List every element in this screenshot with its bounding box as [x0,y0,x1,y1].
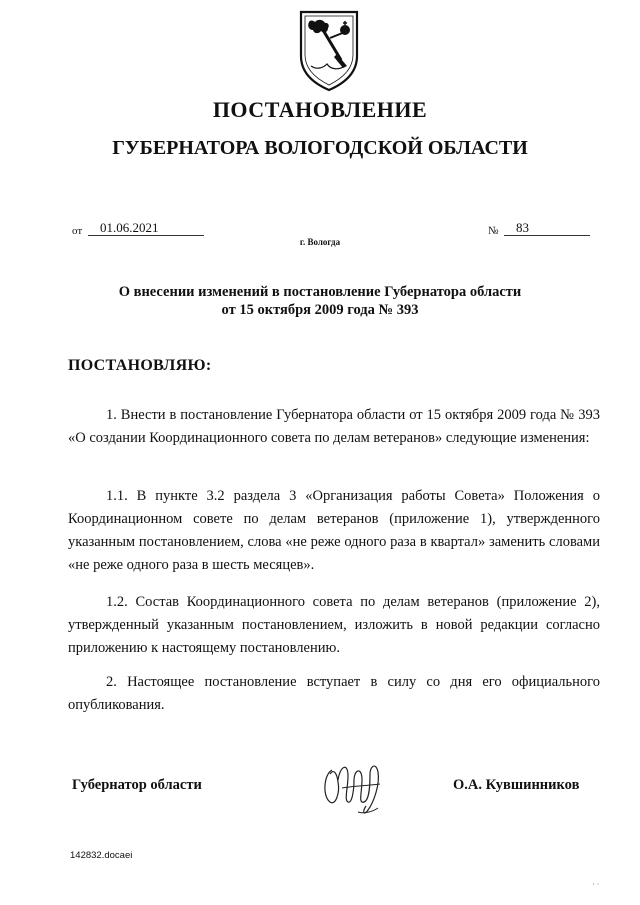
decree-word: ПОСТАНОВЛЯЮ: [68,357,212,374]
document-date: 01.06.2021 [88,220,204,236]
date-prefix: от [72,225,83,237]
city: г. Вологда [299,237,341,247]
number-prefix: № [488,225,499,237]
document-file-name: 142832.docaei [70,850,133,861]
handwritten-signature [318,752,394,818]
coat-of-arms-icon [297,8,361,92]
paragraph-1-1: 1.1. В пункте 3.2 раздела 3 «Организация работы Совета» Положения о Координационном совете по делам ветеранов (приложение 1), утвержденного указанным постановлением, слова «не реже одного раза в квартал» заменить словами «не реже одного раза в шесть месяцев». [68,488,600,573]
subject-line-2: от 15 октября 2009 года № 393 [221,302,419,318]
document-title: ПОСТАНОВЛЕНИЕ [212,97,428,122]
page-marks: · · [592,880,600,889]
signatory-title: Губернатор области [72,777,202,793]
document-number: 83 [504,220,590,236]
signatory-name: О.А. Кувшинников [453,777,580,793]
paragraph-1-2: 1.2. Состав Координационного совета по делам ветеранов (приложение 2), утвержденный указанным постановлением, изложить в новой редакции согласно приложению к настоящему постановлению. [68,594,600,656]
document-subject [80,283,560,319]
paragraph-2: 2. Настоящее постановление вступает в силу со дня его официального опубликования. [68,674,600,713]
paragraph-1: 1. Внести в постановление Губернатора области от 15 октября 2009 года № 393 «О создании Координационного совета по делам ветеранов» следующие изменения: [68,407,600,446]
subject-line-1: О внесении изменений в постановление Губернатора области [118,284,522,300]
document-subtitle: ГУБЕРНАТОРА ВОЛОГОДСКОЙ ОБЛАСТИ [112,137,528,159]
